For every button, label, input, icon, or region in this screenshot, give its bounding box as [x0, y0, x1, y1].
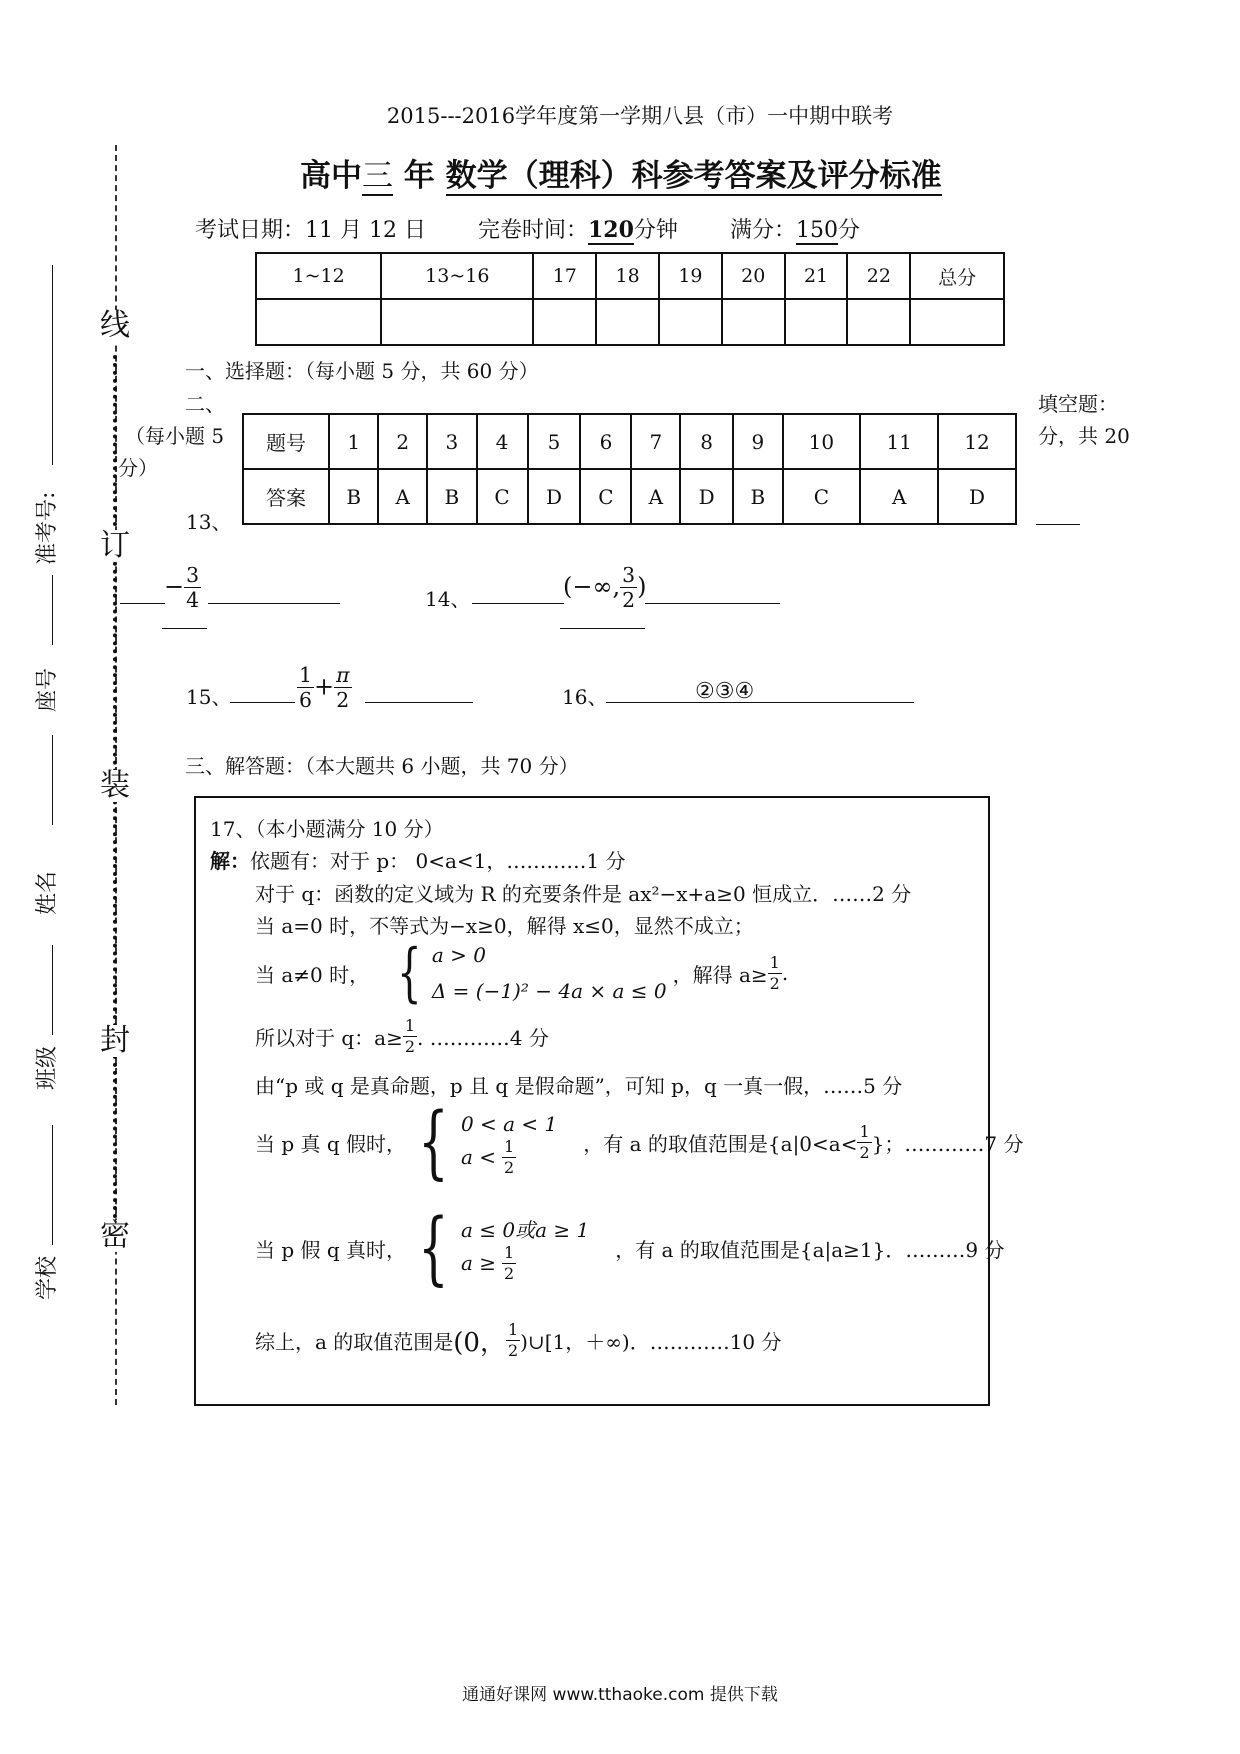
question-number: 4	[477, 414, 528, 469]
q16-answer: ②③④	[695, 679, 755, 704]
answer-value: D	[680, 469, 733, 524]
question-number: 10	[783, 414, 861, 469]
q17-line2: 对于 q：函数的定义域为 R 的充要条件是 ax²−x+a≥0 恒成立．……2 分	[255, 882, 912, 906]
q17-line6: 由“p 或 q 是真命题，p 且 q 是假命题”，可知 p，q 一真一假，……5 分	[255, 1074, 903, 1098]
section2-left-label-1: （每小题 5	[125, 424, 225, 448]
q14-blank-left	[472, 603, 564, 604]
answer-value: D	[528, 469, 581, 524]
q13-label: 13、	[186, 510, 232, 534]
question-number: 3	[427, 414, 476, 469]
q17-heading: 17、（本小题满分 10 分）	[210, 817, 444, 841]
score-col-header: 19	[659, 253, 722, 299]
exam-info: 考试日期：11 月 12 日 完卷时间：120分钟 满分：150分	[195, 217, 860, 243]
answer-table-answer-row	[243, 469, 1016, 524]
full-score-value: 150	[795, 218, 838, 243]
score-cell	[596, 299, 659, 345]
score-cell	[533, 299, 596, 345]
q14-underline	[560, 628, 645, 629]
seal-char-xian: 线	[100, 308, 130, 343]
question-number: 11	[860, 414, 938, 469]
section2-prefix: 二、	[185, 392, 225, 416]
score-col-header: 总分	[910, 253, 1004, 299]
q14-label: 14、	[425, 587, 471, 611]
seal-char-mi: 密	[100, 1218, 130, 1253]
question-number: 5	[528, 414, 581, 469]
score-table-blank-row	[256, 299, 1004, 345]
q13-answer: − $\frac{3}{4}$	[164, 563, 200, 613]
q17-line8: 当 p 假 q 真时， { a ≤ 0或a ≥ 1 a ≥ $\frac{1}{2}$ ，有 a 的取值范围是{a|a≥1}．………9 分	[255, 1201, 1005, 1294]
label-name: 姓名	[35, 870, 60, 915]
q13-blank-right	[208, 603, 340, 604]
answer-value: B	[733, 469, 782, 524]
label-exam-no: 准考号:	[35, 491, 60, 565]
score-col-header: 18	[596, 253, 659, 299]
exam-subtitle: 2015---2016学年度第一学期八县（市）一中期中联考	[386, 104, 894, 128]
score-table	[255, 252, 1005, 346]
answer-value: C	[580, 469, 631, 524]
seal-char-feng: 封	[100, 1023, 130, 1058]
score-col-header: 13~16	[381, 253, 533, 299]
q16-label: 16、	[562, 685, 608, 709]
question-number: 12	[938, 414, 1016, 469]
score-cell	[910, 299, 1004, 345]
q17-line1: 解：依题有：对于 p： 0<a<1，…………1 分	[210, 849, 626, 873]
score-col-header: 22	[847, 253, 910, 299]
section1-title: 一、选择题：（每小题 5 分，共 60 分）	[185, 359, 539, 383]
q13-blank-tail	[1036, 524, 1080, 525]
binding-label-line	[52, 575, 53, 645]
answer-row-label: 题号	[243, 414, 329, 469]
score-col-header: 17	[533, 253, 596, 299]
score-cell	[785, 299, 848, 345]
score-col-header: 1~12	[256, 253, 381, 299]
answer-value: B	[427, 469, 476, 524]
q17-line7: 当 p 真 q 假时， { 0 < a < 1 a < $\frac{1}{2}$ ，有 a 的取值范围是{a|0<a< $\frac{1}{2}$ }；…………7 分	[255, 1095, 1024, 1188]
score-cell	[659, 299, 722, 345]
seal-char-ding: 订	[100, 528, 130, 563]
q16-blank	[606, 702, 914, 703]
page-title: 高中三 年 数学（理科）科参考答案及评分标准	[300, 158, 942, 194]
answer-value: A	[378, 469, 427, 524]
q17-line4: 当 a≠0 时， { a > 0 Δ = (−1)² − 4a × a ≤ 0 ，解得 a≥ $\frac{1}{2}$ .	[255, 936, 789, 1010]
answer-value: C	[783, 469, 861, 524]
question-number: 2	[378, 414, 427, 469]
exam-date: 考试日期：11 月 12 日	[195, 218, 426, 243]
q15-label: 15、	[186, 685, 232, 709]
exam-time-value: 120	[587, 217, 634, 243]
full-score-label: 满分：	[729, 218, 796, 243]
q17-line9: 综上，a 的取值范围是 (0， $\frac{1}{2}$ )∪[1，＋∞)．…………10 分	[255, 1320, 782, 1360]
section3-title: 三、解答题：（本大题共 6 小题，共 70 分）	[185, 754, 579, 778]
q15-blank-left	[230, 702, 295, 703]
q14-answer: (−∞, $\frac{3}{2}$ )	[563, 563, 647, 613]
q13-underline	[162, 628, 207, 629]
score-cell	[256, 299, 381, 345]
score-table-header-row	[256, 253, 1004, 299]
footer-credit: 通通好课网 www.tthaoke.com 提供下载	[462, 1685, 778, 1705]
section2-right-label-1: 填空题：	[1038, 392, 1118, 416]
seal-char-zhuang: 装	[100, 768, 130, 803]
answer-value: D	[938, 469, 1016, 524]
q17-line3: 当 a=0 时，不等式为−x≥0，解得 x≤0，显然不成立；	[255, 914, 754, 938]
q17-line5: 所以对于 q：a≥ $\frac{1}{2}$ . …………4 分	[255, 1016, 549, 1056]
binding-label-line	[52, 945, 53, 1035]
label-school: 学校	[35, 1255, 60, 1300]
section2-left-label-2: 分）	[118, 456, 158, 480]
question-number: 1	[329, 414, 378, 469]
question-number: 7	[631, 414, 680, 469]
answer-row-label: 答案	[243, 469, 329, 524]
answer-value: A	[860, 469, 938, 524]
answer-table	[242, 413, 1017, 525]
score-cell	[381, 299, 533, 345]
q15-answer: $\frac{1}{6}$ + $\frac{\pi}{2}$	[299, 663, 350, 713]
label-seat-no: 座号	[35, 667, 60, 712]
binding-label-line	[52, 735, 53, 825]
answer-value: A	[631, 469, 680, 524]
q14-blank-right	[645, 603, 780, 604]
answer-value: B	[329, 469, 378, 524]
question-number: 6	[580, 414, 631, 469]
q13-blank-left	[120, 603, 165, 604]
label-class: 班级	[35, 1045, 60, 1090]
q15-blank-right	[365, 702, 473, 703]
score-cell	[847, 299, 910, 345]
binding-label-line	[52, 265, 53, 465]
question-number: 9	[733, 414, 782, 469]
exam-time-label: 完卷时间：	[477, 218, 588, 243]
score-col-header: 21	[785, 253, 848, 299]
answer-value: C	[477, 469, 528, 524]
binding-label-line	[52, 1125, 53, 1245]
score-cell	[722, 299, 785, 345]
question-number: 8	[680, 414, 733, 469]
section2-right-label-2: 分，共 20	[1038, 424, 1130, 448]
score-col-header: 20	[722, 253, 785, 299]
answer-table-number-row	[243, 414, 1016, 469]
